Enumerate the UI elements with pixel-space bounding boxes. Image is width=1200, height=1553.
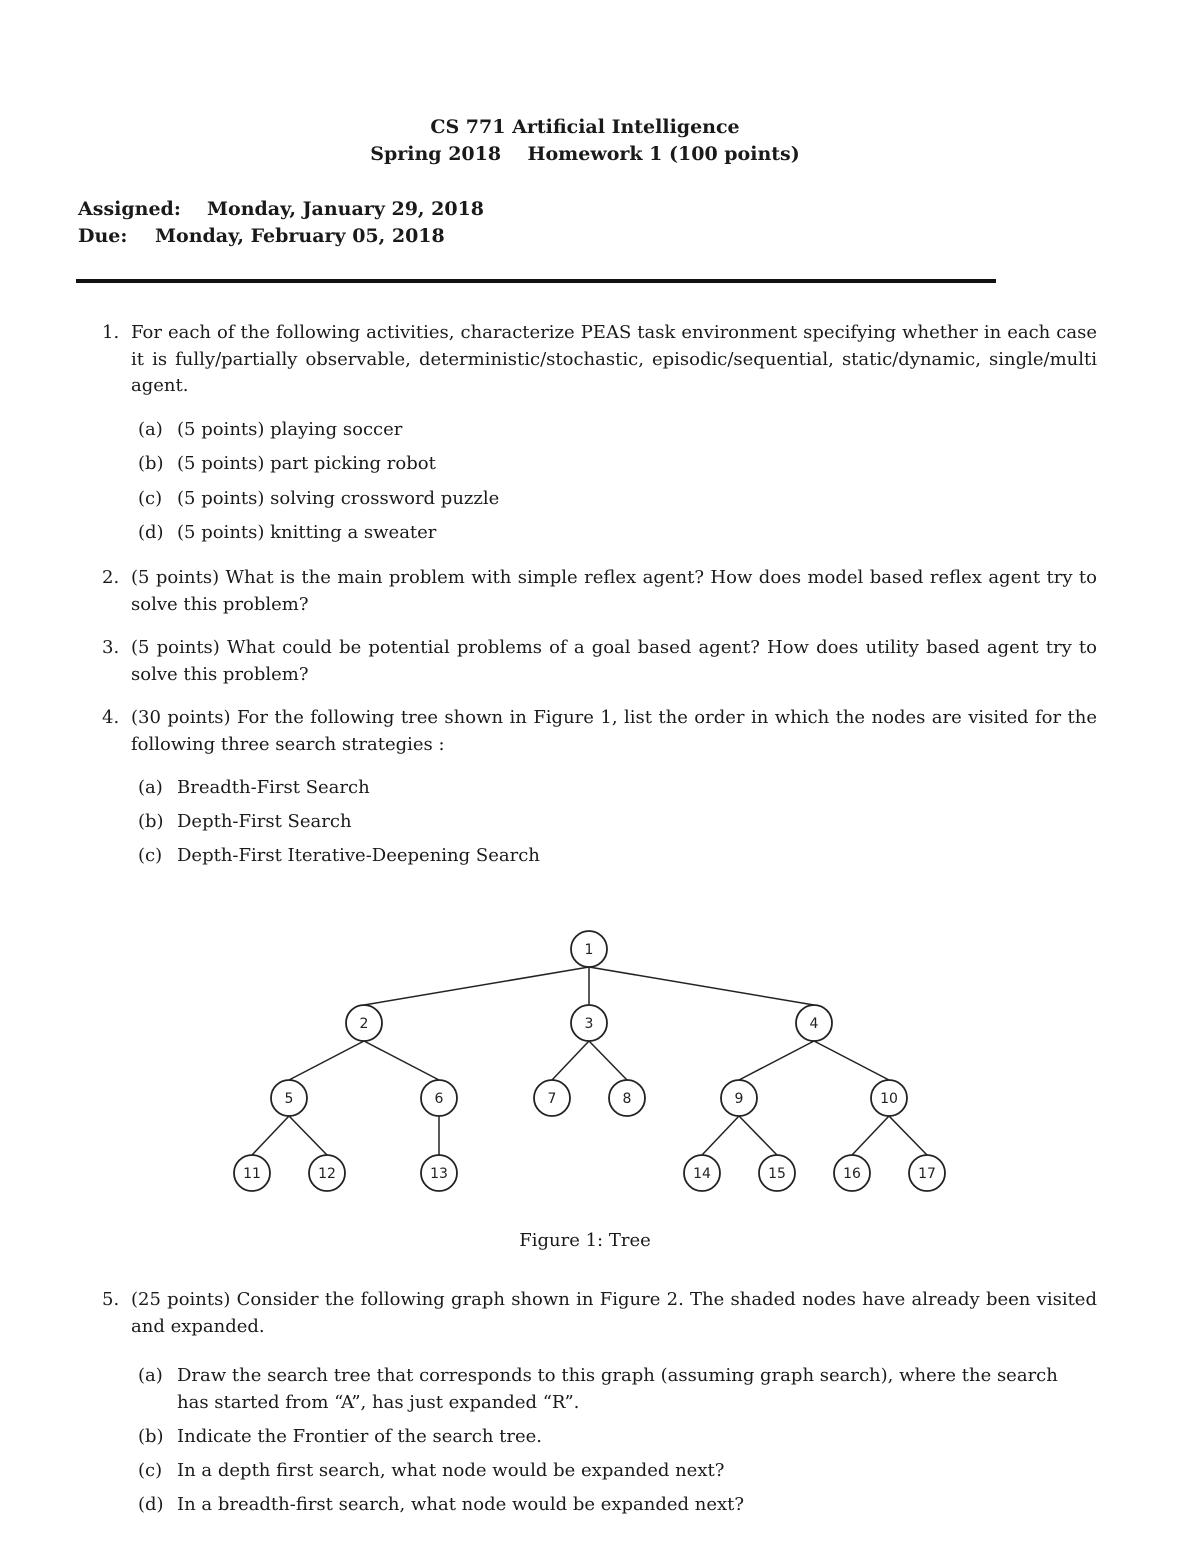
tree-edge-9-14 bbox=[702, 1116, 739, 1155]
sub-text: In a depth first search, what node would be expanded next? bbox=[177, 1460, 725, 1481]
tree-node-label: 12 bbox=[318, 1166, 336, 1182]
tree-node-label: 16 bbox=[843, 1166, 861, 1182]
question-text: For each of the following activities, characterize PEAS task environment specifying whether in each case it is fully/partially observable, deterministic/stochastic, episodic/sequential, static/dynamic, single/multi agent. bbox=[131, 322, 1097, 396]
tree-node-label: 15 bbox=[768, 1166, 786, 1182]
tree-node-label: 5 bbox=[284, 1091, 294, 1107]
sub-text: (5 points) knitting a sweater bbox=[177, 522, 437, 543]
tree-edge-4-10 bbox=[814, 1041, 889, 1080]
tree-node-label: 2 bbox=[359, 1016, 369, 1032]
tree-edge-5-12 bbox=[289, 1116, 327, 1155]
tree-edge-3-8 bbox=[589, 1041, 627, 1080]
tree-node-label: 6 bbox=[434, 1091, 444, 1107]
sub-text: Breadth-First Search bbox=[177, 777, 370, 798]
sub-label: (c) bbox=[138, 845, 163, 866]
question-text: (25 points) Consider the following graph shown in Figure 2. The shaded nodes have already been visited and expanded. bbox=[131, 1289, 1097, 1337]
sub-label: (b) bbox=[138, 453, 164, 474]
assigned-label: Assigned: bbox=[78, 198, 181, 220]
sub-text: (5 points) solving crossword puzzle bbox=[177, 488, 500, 509]
question-5 bbox=[102, 1287, 1097, 1340]
sub-label: (d) bbox=[138, 1494, 164, 1515]
sub-label: (a) bbox=[138, 777, 163, 798]
tree-node-label: 17 bbox=[918, 1166, 936, 1182]
sub-text: Depth-First Iterative-Deepening Search bbox=[177, 845, 540, 866]
sub-text: Draw the search tree that corresponds to this graph (assuming graph search), where the search has started from “A”, has just expanded “R”. bbox=[177, 1365, 1058, 1413]
sub-text: (5 points) playing soccer bbox=[177, 419, 403, 440]
document-title: CS 771 Artificial Intelligence bbox=[430, 116, 740, 138]
sub-label: (b) bbox=[138, 811, 164, 832]
question-number: 4. bbox=[102, 707, 120, 728]
question-number: 1. bbox=[102, 322, 120, 343]
tree-edge-4-9 bbox=[739, 1041, 814, 1080]
question-text: (30 points) For the following tree shown in Figure 1, list the order in which the nodes are visited for the following three search strategies : bbox=[131, 707, 1097, 755]
tree-edge-10-16 bbox=[852, 1116, 889, 1155]
sub-text: In a breadth-first search, what node would be expanded next? bbox=[177, 1494, 745, 1515]
tree-edge-10-17 bbox=[889, 1116, 927, 1155]
question-number: 5. bbox=[102, 1289, 120, 1310]
due-date: Monday, February 05, 2018 bbox=[155, 225, 445, 247]
question-number: 3. bbox=[102, 637, 120, 658]
sub-text: Depth-First Search bbox=[177, 811, 352, 832]
question-text: (5 points) What is the main problem with simple reflex agent? How does model based reflex agent try to solve this problem? bbox=[131, 567, 1097, 615]
tree-edge-3-7 bbox=[552, 1041, 589, 1080]
due-label: Due: bbox=[78, 225, 128, 247]
sub-label: (b) bbox=[138, 1426, 164, 1447]
assigned-date: Monday, January 29, 2018 bbox=[207, 198, 485, 220]
document-subtitle: Spring 2018 Homework 1 (100 points) bbox=[370, 143, 800, 165]
sub-label: (a) bbox=[138, 1365, 163, 1386]
tree-node-label: 13 bbox=[430, 1166, 448, 1182]
question-number: 2. bbox=[102, 567, 120, 588]
tree-edge-9-15 bbox=[739, 1116, 777, 1155]
sub-text: (5 points) part picking robot bbox=[177, 453, 436, 474]
tree-node-label: 7 bbox=[547, 1091, 557, 1107]
sub-label: (d) bbox=[138, 522, 164, 543]
tree-edge-2-5 bbox=[289, 1041, 364, 1080]
tree-node-label: 3 bbox=[584, 1016, 594, 1032]
sub-label: (a) bbox=[138, 419, 163, 440]
figure-caption: Figure 1: Tree bbox=[519, 1230, 651, 1251]
tree-node-label: 1 bbox=[584, 942, 594, 958]
tree-node-label: 14 bbox=[693, 1166, 711, 1182]
tree-node-label: 11 bbox=[243, 1166, 261, 1182]
question-text: (5 points) What could be potential problems of a goal based agent? How does utility based agent try to solve this problem? bbox=[131, 637, 1097, 685]
sub-label: (c) bbox=[138, 488, 163, 509]
tree-edge-1-4 bbox=[589, 967, 814, 1005]
tree-edge-1-2 bbox=[364, 967, 589, 1005]
tree-node-label: 9 bbox=[734, 1091, 744, 1107]
tree-node-label: 10 bbox=[880, 1091, 898, 1107]
tree-node-label: 4 bbox=[809, 1016, 819, 1032]
tree-edge-5-11 bbox=[252, 1116, 289, 1155]
tree-edge-2-6 bbox=[364, 1041, 439, 1080]
sub-label: (c) bbox=[138, 1460, 163, 1481]
sub-text: Indicate the Frontier of the search tree. bbox=[177, 1426, 543, 1447]
tree-node-label: 8 bbox=[622, 1091, 632, 1107]
